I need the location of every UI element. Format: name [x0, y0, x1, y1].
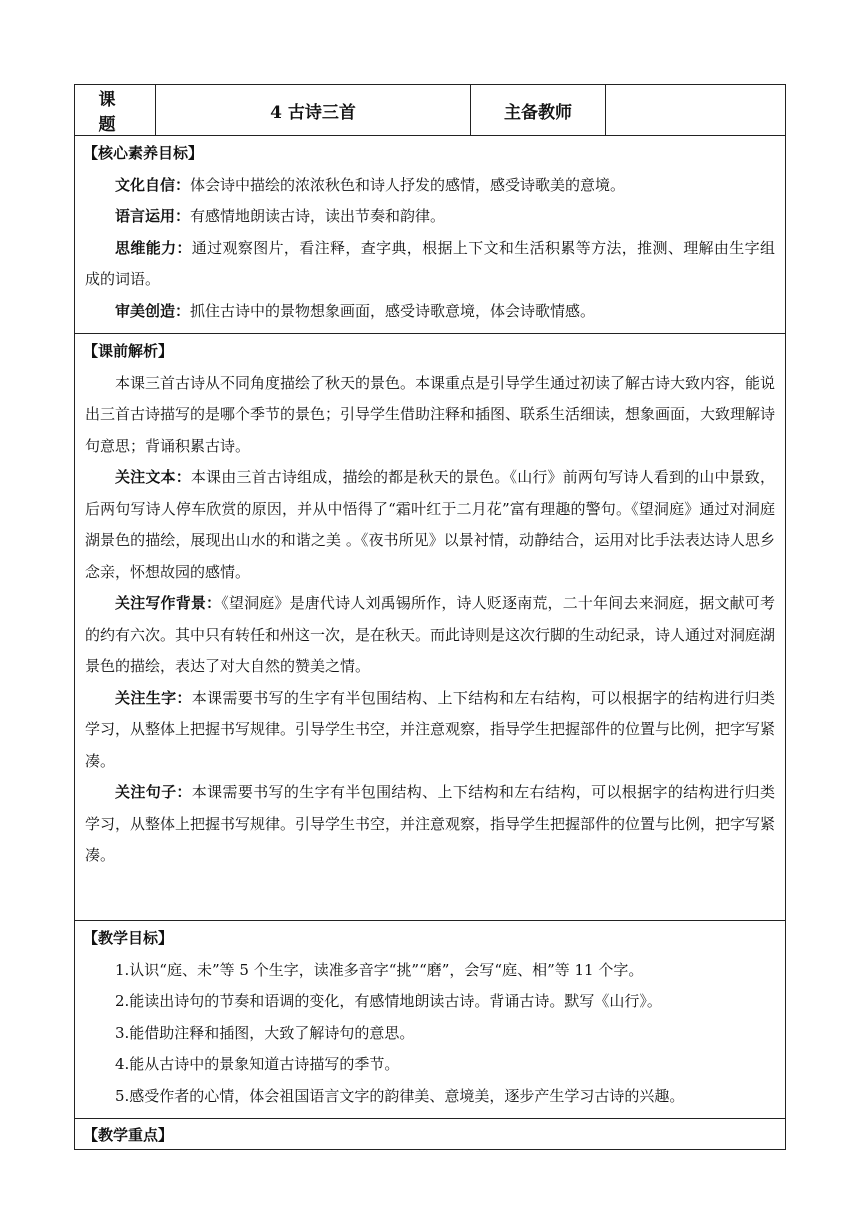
analysis-item — [85, 588, 775, 683]
core-goal-label: 文化自信： — [115, 175, 191, 194]
objectives-heading: 【教学目标】 — [83, 929, 174, 947]
analysis-label: 关注生字： — [115, 688, 192, 707]
core-goal-label: 思维能力： — [115, 238, 192, 257]
core-goal-item — [85, 233, 775, 296]
lesson-plan-table — [74, 84, 786, 1150]
analysis-heading: 【课前解析】 — [83, 342, 174, 360]
core-goal-label: 审美创造： — [115, 301, 191, 320]
lesson-plan-sheet — [74, 84, 786, 1150]
analysis-label: 关注句子： — [115, 783, 192, 801]
objective-item: 1.认识“庭、未”等 5 个生字，读准多音字“挑”“磨”，会写“庭、相”等 11 个字。 — [115, 960, 644, 979]
core-goal-item — [85, 170, 775, 202]
analysis-text: 本课需要书写的生字有半包围结构、上下结构和左右结构，可以根据字的结构进行归类学习，从整体上把握书写规律。引导学生书空，并注意观察，指导学生把握部件的位置与比例，把字写紧凑。 — [85, 688, 776, 770]
topic-label: 课 题 — [75, 85, 156, 136]
key-points-heading: 【教学重点】 — [83, 1126, 174, 1144]
lesson-title: 4 古诗三首 — [156, 85, 471, 136]
analysis-text: 《望洞庭》是唐代诗人刘禹锡所作，诗人贬逐南荒，二十年间去来洞庭，据文献可考的约有六次。其中只有转任和州这一次，是在秋天。而此诗则是这次行脚的生动纪录，诗人通过对洞庭湖景色的描绘，表达了对大自然的赞美之情。 — [85, 594, 776, 675]
core-goals-section — [75, 136, 786, 334]
objective-item: 5.感受作者的心情，体会祖国语言文字的韵律美、意境美，逐步产生学习古诗的兴趣。 — [115, 1086, 685, 1105]
analysis-intro: 本课三首古诗从不同角度描绘了秋天的景色。本课重点是引导学生通过初读了解古诗大致内容，能说出三首古诗描写的是哪个季节的景色；引导学生借助注释和插图、联系生活细读，想象画面，大致理解诗句意思；背诵积累古诗。 — [85, 373, 776, 455]
analysis-row — [75, 334, 786, 921]
core-goal-text: 有感情地朗读古诗，读出节奏和韵律。 — [190, 207, 446, 225]
core-goal-item — [85, 296, 775, 328]
objective-item: 4.能从古诗中的景象知道古诗描写的季节。 — [115, 1055, 400, 1073]
analysis-label: 关注写作背景： — [115, 594, 222, 612]
core-goals-heading: 【核心素养目标】 — [83, 144, 204, 162]
core-goal-item — [85, 201, 775, 233]
core-goal-label: 语言运用： — [115, 207, 191, 225]
teacher-label: 主备教师 — [471, 85, 606, 136]
analysis-item — [85, 683, 775, 778]
objectives-row — [75, 921, 786, 1119]
core-goal-text: 体会诗中描绘的浓浓秋色和诗人抒发的感情，感受诗歌美的意境。 — [190, 175, 626, 194]
analysis-item — [85, 777, 775, 872]
key-points-row — [75, 1119, 786, 1150]
key-points-section — [75, 1119, 786, 1150]
core-goal-text: 抓住古诗中的景物想象画面，感受诗歌意境，体会诗歌情感。 — [190, 301, 596, 320]
analysis-text: 本课由三首古诗组成，描绘的都是秋天的景色。《山行》前两句写诗人看到的山中景致，后两句写诗人停车欣赏的原因，并从中悟得了“霜叶红于二月花”富有理趣的警句。《望洞庭》通过对洞庭湖景色的描绘，展现出山水的和谐之美 。《夜书所见》以景衬情，动静结合，运用对比手法表达诗人思乡念亲，怀想故园的感情。 — [85, 468, 775, 581]
analysis-label: 关注文本： — [115, 468, 191, 486]
objective-item: 3.能借助注释和插图，大致了解诗句的意思。 — [115, 1023, 415, 1042]
objectives-section — [75, 921, 786, 1119]
teacher-value — [606, 85, 786, 136]
objective-item: 2.能读出诗句的节奏和语调的变化，有感情地朗读古诗。背诵古诗。默写《山行》。 — [115, 992, 662, 1010]
analysis-text: 本课需要书写的生字有半包围结构、上下结构和左右结构，可以根据字的结构进行归类学习，从整体上把握书写规律。引导学生书空，并注意观察，指导学生把握部件的位置与比例，把字写紧凑。 — [85, 783, 776, 864]
analysis-section — [75, 334, 786, 921]
analysis-item — [85, 462, 775, 588]
header-row — [75, 85, 786, 136]
core-goals-row — [75, 136, 786, 334]
core-goal-text: 通过观察图片，看注释，查字典，根据上下文和生活积累等方法，推测、理解由生字组成的词语。 — [85, 238, 775, 288]
